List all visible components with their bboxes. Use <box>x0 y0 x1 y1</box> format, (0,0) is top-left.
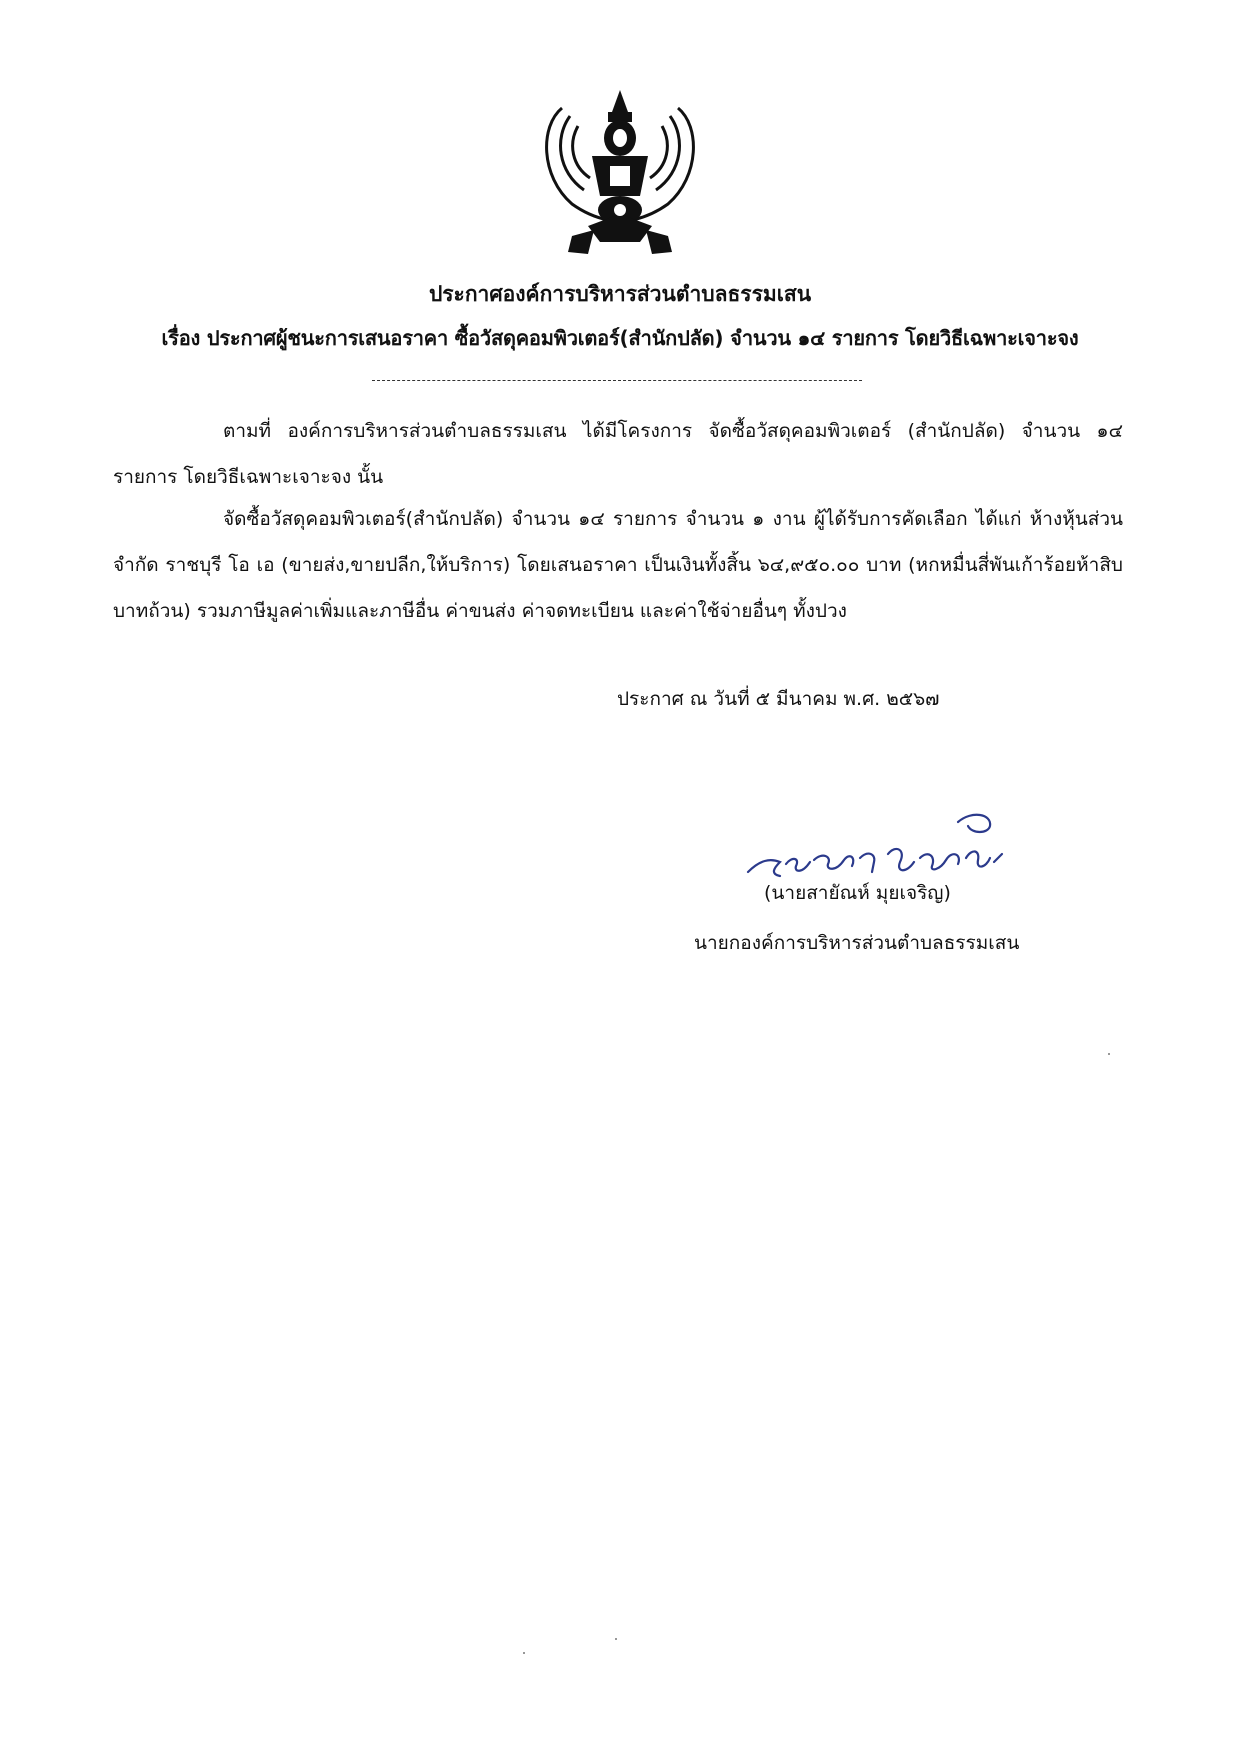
handwritten-signature <box>740 800 1060 890</box>
garuda-emblem-icon <box>532 86 708 260</box>
paragraph-2-text: จัดซื้อวัสดุคอมพิวเตอร์(สำนักปลัด) จำนวน ๑๔ รายการ จำนวน ๑ งาน ผู้ได้รับการคัดเลือก ได้แก่ ห้างหุ้นส่วนจำกัด ราชบุรี โอ เอ (ขายส่ง,ขายปลีก,ให้บริการ) โดยเสนอราคา เป็นเงินทั้งสิ้น ๖๔,๙๕๐.๐๐ บาท (หกหมื่นสี่พันเก้าร้อยห้าสิบบาทถ้วน) รวมภาษีมูลค่าเพิ่มและภาษีอื่น ค่าขนส่ง ค่าจดทะเบียน และค่าใช้จ่ายอื่นๆ ทั้งปวง <box>113 508 1123 622</box>
paragraph-1-text: ตามที่ องค์การบริหารส่วนตำบลธรรมเสน ได้มีโครงการ จัดซื้อวัสดุคอมพิวเตอร์ (สำนักปลัด) จำนวน ๑๔ รายการ โดยวิธีเฉพาะเจาะจง นั้น <box>113 420 1123 488</box>
title-divider <box>372 380 862 381</box>
paragraph-2 <box>113 496 1123 634</box>
scan-speck <box>615 1638 617 1640</box>
announcement-subject: เรื่อง ประกาศผู้ชนะการเสนอราคา ซื้อวัสดุคอมพิวเตอร์(สำนักปลัด) จำนวน ๑๔ รายการ โดยวิธีเฉพาะเจาะจง <box>161 326 1079 350</box>
announcement-date: ประกาศ ณ วันที่ ๕ มีนาคม พ.ศ. ๒๕๖๗ <box>617 688 940 710</box>
scan-speck <box>523 1652 525 1654</box>
signer-position: นายกองค์การบริหารส่วนตำบลธรรมเสน <box>694 932 1020 954</box>
announcement-title: ประกาศองค์การบริหารส่วนตำบลธรรมเสน <box>428 282 812 306</box>
paragraph-1 <box>113 408 1123 500</box>
signer-name: (นายสายัณห์ มุยเจริญ) <box>764 882 951 904</box>
scan-speck <box>1108 1053 1110 1055</box>
